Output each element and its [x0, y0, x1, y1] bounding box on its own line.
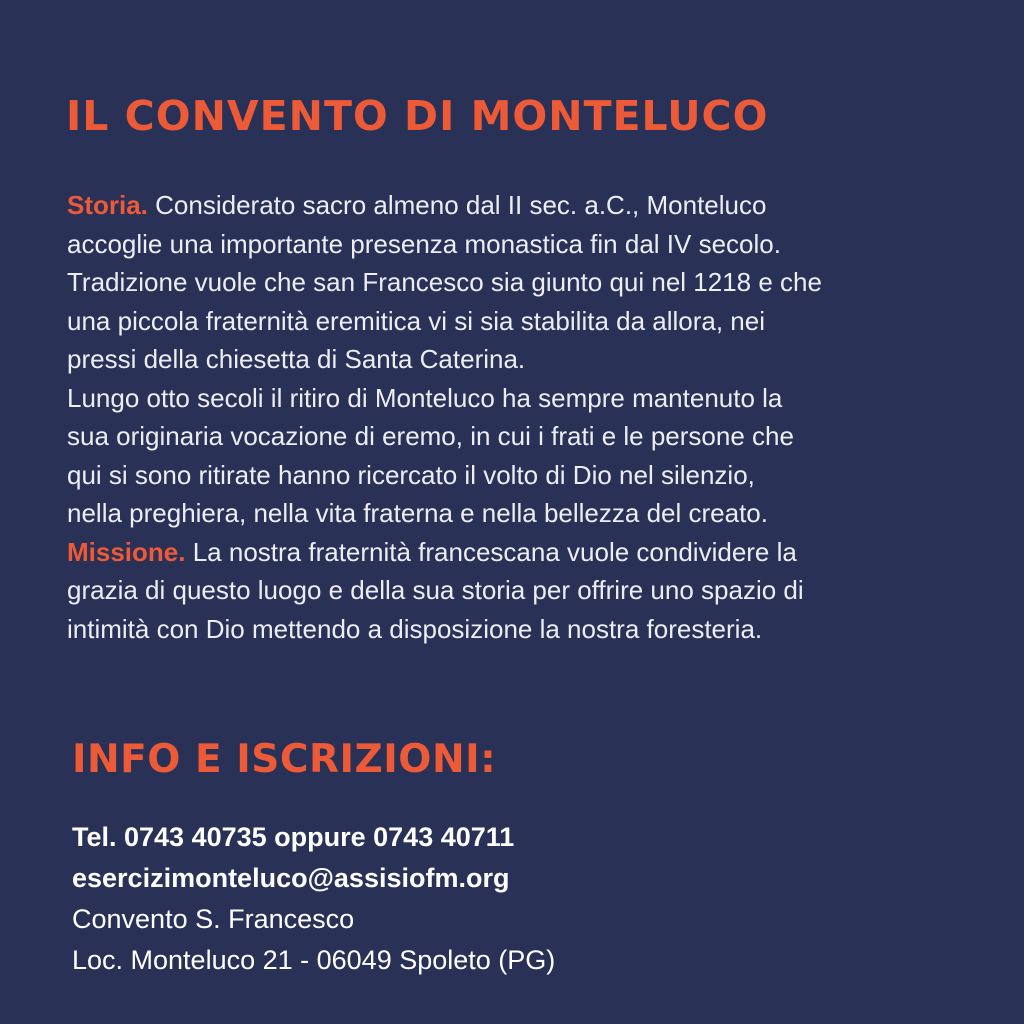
missione-label: Missione.	[67, 536, 186, 567]
storia-line-1: accoglie una importante presenza monastica fin dal IV secolo.	[67, 228, 781, 259]
page-title: IL CONVENTO DI MONTELUCO	[66, 92, 769, 140]
storia-label: Storia.	[67, 190, 148, 220]
storia-line-5: Lungo otto secoli il ritiro di Monteluco ha sempre mantenuto la	[67, 382, 783, 413]
email-link[interactable]: esercizimonteluco@assisiofm.org	[72, 863, 510, 893]
storia-line-2: Tradizione vuole che san Francesco sia giunto qui nel 1218 e che	[67, 267, 822, 297]
missione-line-1: grazia di questo luogo e della sua storia per offrire uno spazio di	[67, 575, 804, 605]
address-text: Loc. Monteluco 21 - 06049 Spoleto (PG)	[72, 945, 556, 975]
phone-text: Tel. 0743 40735 oppure 0743 40711	[72, 822, 515, 852]
storia-line-7: qui si sono ritirate hanno ricercato il volto di Dio nel silenzio,	[67, 459, 755, 490]
info-heading: INFO E ISCRIZIONI:	[72, 737, 497, 782]
storia-line-0: Storia. Considerato sacro almeno dal II sec. a.C., Monteluco	[67, 190, 767, 220]
storia-line-8: nella preghiera, nella vita fraterna e nella bellezza del creato.	[67, 498, 768, 528]
storia-line-3: una piccola fraternità eremitica vi si sia stabilita da allora, nei	[67, 305, 766, 336]
missione-line-0: Missione. La nostra fraternità francescana vuole condividere la	[67, 536, 797, 567]
storia-line-6: sua originaria vocazione di eremo, in cui i frati e le persone che	[67, 421, 794, 451]
convent-name: Convento S. Francesco	[72, 904, 355, 934]
contact-block	[72, 817, 555, 981]
storia-line-4: pressi della chiesetta di Santa Caterina.	[67, 344, 526, 374]
description-text	[67, 186, 967, 648]
missione-line-2: intimità con Dio mettendo a disposizione la nostra foresteria.	[67, 613, 763, 644]
